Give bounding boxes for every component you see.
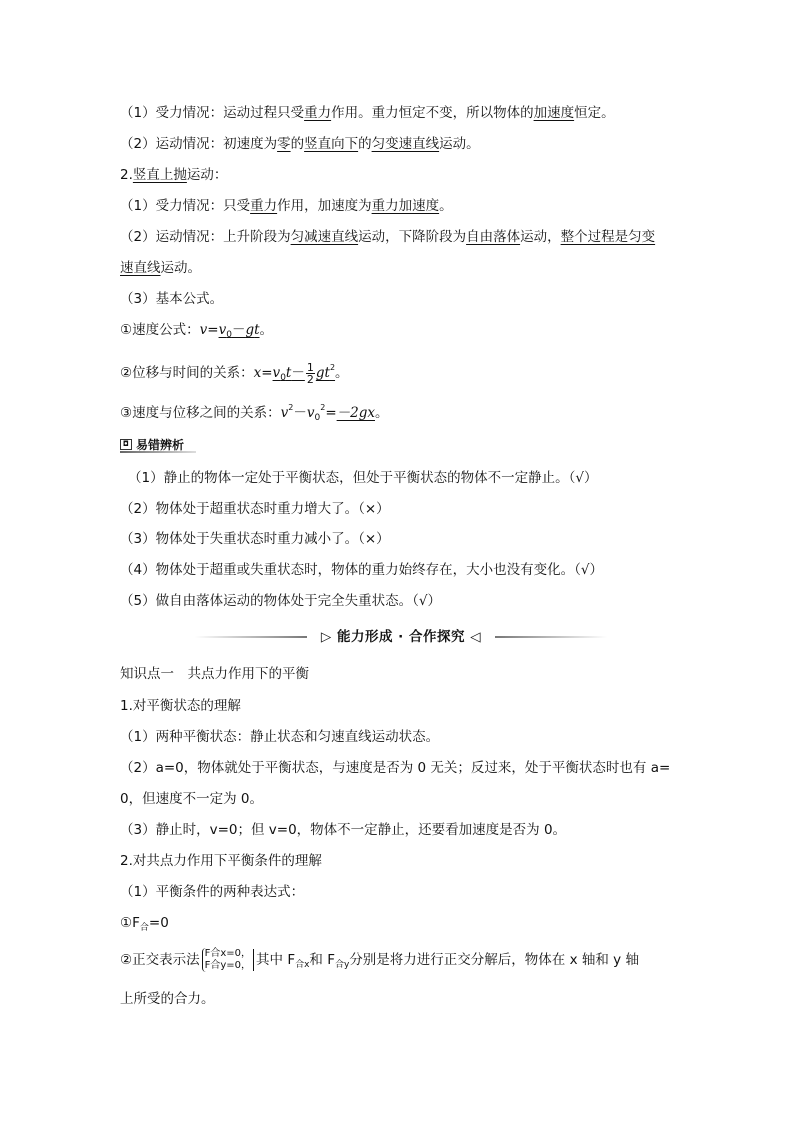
tag-underline bbox=[120, 451, 196, 453]
check-item-1: （1）静止的物体一定处于平衡状态，但处于平衡状态的物体不一定静止。（√） bbox=[128, 470, 598, 486]
paragraph-resultant: 上所受的合力。 bbox=[120, 991, 215, 1007]
check-item-5: （5）做自由落体运动的物体处于完全失重状态。（√） bbox=[120, 593, 441, 609]
line-motion-throw-cont: 速直线运动。 bbox=[120, 260, 201, 276]
line-motion-freefall: （2）运动情况：初速度为零的竖直向下的匀变速直线运动。 bbox=[120, 136, 480, 152]
formula-net-force: $①F_合=0$ bbox=[120, 915, 169, 933]
paragraph-two-states: （1）两种平衡状态：静止状态和匀速直线运动状态。 bbox=[120, 729, 440, 745]
paragraph-a-zero-cont: 0，但速度不一定为 0。 bbox=[120, 791, 263, 807]
check-item-4: （4）物体处于超重或失重状态时，物体的重力始终存在，大小也没有变化。（√） bbox=[120, 562, 603, 578]
line-force-freefall: （1）受力情况：运动过程只受重力作用。重力恒定不变，所以物体的加速度恒定。 bbox=[120, 105, 615, 121]
paragraph-static: （3）静止时，v=0；但 v=0，物体不一定静止，还要看加速度是否为 0。 bbox=[120, 822, 567, 838]
formula-velocity-displacement: ③速度与位移之间的关系：$v^2-v_0^2=-2gx$。 bbox=[120, 403, 389, 423]
fraction-half: $\frac{1}{2}$ bbox=[306, 360, 314, 386]
knowledge-point-title: 知识点一 共点力作用下的平衡 bbox=[120, 666, 309, 682]
heading-equilibrium-state: 1.对平衡状态的理解 bbox=[120, 698, 241, 714]
section-title: ▷ 能力形成 · 合作探究 ◁ bbox=[320, 629, 482, 645]
section-divider bbox=[195, 628, 607, 646]
paragraph-a-zero: （2）a=0，物体就处于平衡状态，与速度是否为 0 无关；反过来，处于平衡状态时也有 a= bbox=[120, 760, 671, 776]
equation-system: F合x=0， F合y=0， bbox=[202, 948, 251, 972]
check-item-3: （3）物体处于失重状态时重力减小了。（×） bbox=[120, 531, 390, 547]
line-motion-throw: （2）运动情况：上升阶段为匀减速直线运动，下降阶段为自由落体运动，整个过程是匀变 bbox=[120, 229, 656, 245]
line-force-throw: （1）受力情况：只受重力作用，加速度为重力加速度。 bbox=[120, 198, 453, 214]
paragraph-two-expressions: （1）平衡条件的两种表达式： bbox=[120, 884, 305, 900]
formula-orthogonal: ②正交表示法 F合x=0， F合y=0， 其中 $F_{合x}$和 $F_{合y}$分别是将力进行正交分解后，物体在 x 轴和 y 轴 bbox=[120, 948, 639, 971]
formula-velocity: ①速度公式：$v=v_0-gt$。 bbox=[120, 322, 274, 340]
error-analysis-tag: ◘ 易错辨析 bbox=[120, 436, 184, 452]
heading-vertical-throw: 2.竖直上抛运动： bbox=[120, 167, 228, 183]
check-item-2: （2）物体处于超重状态时重力增大了。（×） bbox=[120, 501, 390, 517]
line-basic-formulas: （3）基本公式。 bbox=[120, 291, 224, 307]
heading-equilibrium-condition: 2.对共点力作用下平衡条件的理解 bbox=[120, 853, 322, 869]
formula-displacement: ②位移与时间的关系：$x=v_0t-$ $\frac{1}{2}$ $gt^2$。 bbox=[120, 360, 349, 386]
tag-icon: ◘ bbox=[120, 439, 132, 450]
